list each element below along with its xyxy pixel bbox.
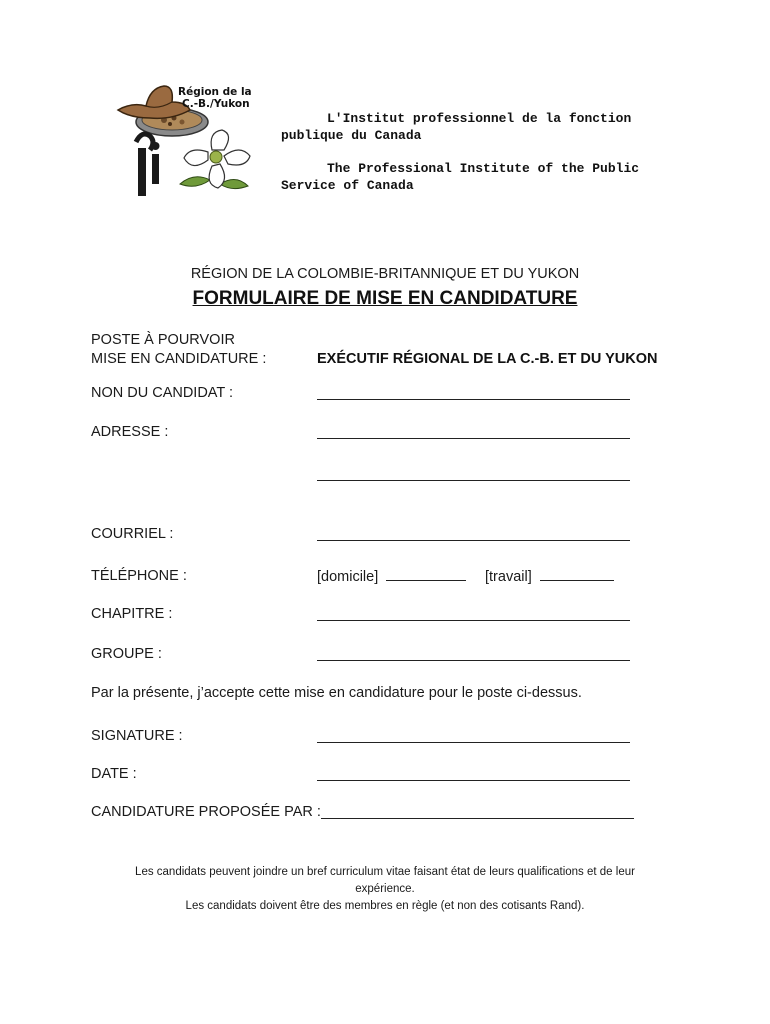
institute-name-en <box>281 160 681 194</box>
poste-label-line2: MISE EN CANDIDATURE : <box>91 351 267 367</box>
logo-region-line1: Région de la <box>178 86 252 98</box>
travail-label: [travail] <box>485 569 532 585</box>
nom-label: NON DU CANDIDAT : <box>91 385 234 401</box>
pipsc-logo <box>112 80 277 200</box>
poste-value: EXÉCUTIF RÉGIONAL DE LA C.-B. ET DU YUKON <box>317 351 658 367</box>
acceptance-statement: Par la présente, j’accepte cette mise en candidature pour le poste ci-dessus. <box>91 685 582 701</box>
logo-region-text <box>178 86 252 110</box>
telephone-label: TÉLÉPHONE : <box>91 568 187 584</box>
nom-field[interactable] <box>317 399 630 400</box>
region-heading: RÉGION DE LA COLOMBIE-BRITANNIQUE ET DU YUKON <box>190 266 580 282</box>
telephone-domicile <box>317 567 466 585</box>
travail-field[interactable] <box>540 567 614 581</box>
groupe-label: GROUPE : <box>91 646 162 662</box>
institute-en-line2: Service of Canada <box>281 178 414 193</box>
courriel-field[interactable] <box>317 540 630 541</box>
telephone-travail <box>485 567 614 585</box>
footer-line3: Les candidats doivent être des membres en règle (et non des cotisants Rand). <box>185 900 585 912</box>
signature-field[interactable] <box>317 742 630 743</box>
chapitre-field[interactable] <box>317 620 630 621</box>
poste-label <box>91 331 266 369</box>
adresse-label: ADRESSE : <box>91 424 169 440</box>
date-label: DATE : <box>91 766 137 782</box>
logo-region-line2: C.-B./Yukon <box>182 98 250 110</box>
proposee-label: CANDIDATURE PROPOSÉE PAR : <box>91 804 321 820</box>
institute-fr-line1: L'Institut professionnel de la fonction <box>327 111 632 126</box>
adresse-field-line2[interactable] <box>317 480 630 481</box>
domicile-label: [domicile] <box>317 569 379 585</box>
signature-label: SIGNATURE : <box>91 728 183 744</box>
institute-fr-line2: publique du Canada <box>281 128 422 143</box>
adresse-field-line1[interactable] <box>317 438 630 439</box>
chapitre-label: CHAPITRE : <box>91 606 173 622</box>
footer-line1: Les candidats peuvent joindre un bref curriculum vitae faisant état de leurs qualifications et de leur <box>135 866 635 878</box>
poste-label-line1: POSTE À POURVOIR <box>91 332 235 348</box>
date-field[interactable] <box>317 780 630 781</box>
institute-en-line1: The Professional Institute of the Public <box>327 161 640 176</box>
courriel-label: COURRIEL : <box>91 526 174 542</box>
footer-line2: expérience. <box>355 883 415 895</box>
groupe-field[interactable] <box>317 660 630 661</box>
institute-name-fr <box>281 110 681 144</box>
footer-note-cv <box>100 864 670 915</box>
form-title: FORMULAIRE DE MISE EN CANDIDATURE <box>192 288 578 309</box>
proposee-field[interactable] <box>321 818 634 819</box>
domicile-field[interactable] <box>386 567 466 581</box>
